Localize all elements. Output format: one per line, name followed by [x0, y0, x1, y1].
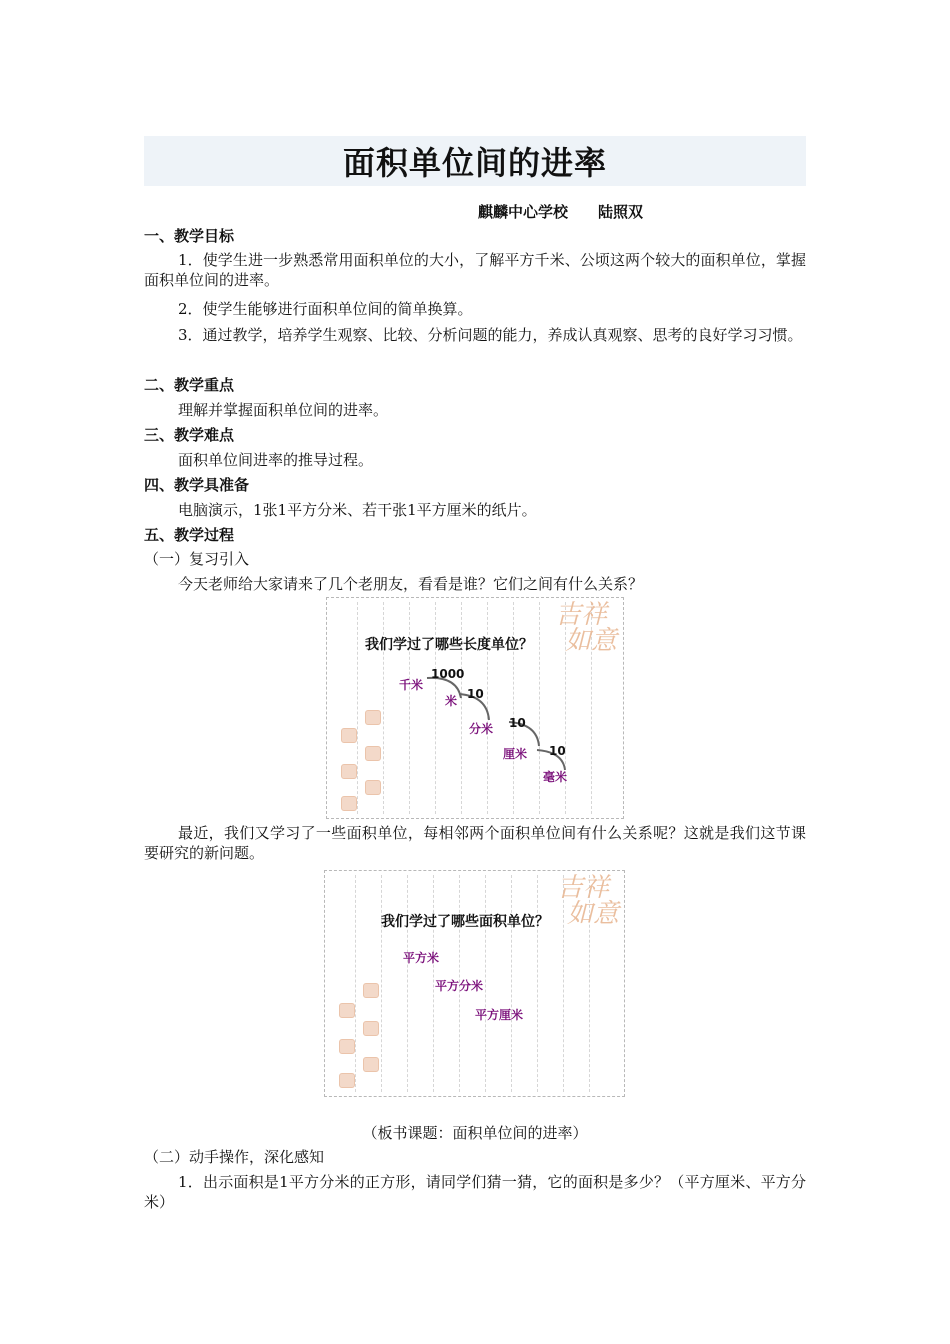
decor-stamp: [363, 1021, 379, 1036]
objective-2: 2．使学生能够进行面积单位间的简单换算。: [178, 300, 473, 318]
unit-sq-dm: 平方分米: [435, 979, 484, 993]
heading-objectives: 一、教学目标: [144, 227, 235, 245]
connector-arrows: [327, 598, 623, 818]
unit-m: 米: [445, 694, 458, 708]
subsection-review: （一）复习引入: [144, 550, 250, 568]
rate-cm-mm: 10: [549, 744, 566, 758]
title-banner: [144, 136, 806, 186]
author-line: 麒麟中心学校 陆照双: [478, 203, 644, 221]
review-text: 今天老师给大家请来了几个老朋友，看看是谁？它们之间有什么关系？: [178, 575, 644, 593]
difficulty-text: 面积单位间进率的推导过程。: [178, 451, 374, 469]
unit-km: 千米: [399, 678, 424, 692]
unit-cm: 厘米: [503, 747, 528, 761]
objective-1: 1．使学生进一步熟悉常用面积单位的大小，了解平方千米、公顷这两个较大的面积单位，掌握面积单位间的进率。: [144, 251, 806, 289]
decor-stamp: [339, 1003, 355, 1018]
unit-sq-cm: 平方厘米: [475, 1008, 524, 1022]
decor-logo-2: 如意: [567, 899, 620, 929]
rate-km-m: 1000: [431, 667, 465, 681]
decor-stamp: [363, 983, 379, 998]
rate-dm-cm: 10: [509, 716, 526, 730]
heading-materials: 四、教学具准备: [144, 476, 250, 494]
heading-keypoint: 二、教学重点: [144, 376, 235, 394]
blackboard-caption: （板书课题：面积单位间的进率）: [362, 1124, 588, 1142]
decor-logo: 吉祥: [557, 873, 610, 903]
heading-process: 五、教学过程: [144, 526, 235, 544]
unit-dm: 分米: [469, 722, 494, 736]
decor-logo-2: 如意: [565, 626, 618, 656]
slide1-question: 我们学过了哪些长度单位？: [365, 637, 533, 653]
unit-mm: 毫米: [543, 770, 568, 784]
intro-area-units: 最近，我们又学习了一些面积单位，每相邻两个面积单位间有什么关系呢？这就是我们这节课要研究的新问题。: [144, 824, 806, 862]
subsection-hands-on: （二）动手操作，深化感知: [144, 1148, 325, 1166]
slide-area-units: [324, 870, 625, 1097]
slide2-question: 我们学过了哪些面积单位？: [381, 914, 549, 930]
heading-difficulty: 三、教学难点: [144, 426, 235, 444]
rate-m-dm: 10: [467, 687, 484, 701]
keypoint-text: 理解并掌握面积单位间的进率。: [178, 401, 389, 419]
hands-on-text: 1．出示面积是1平方分米的正方形，请同学们猜一猜，它的面积是多少？（平方厘米、平方分米）: [144, 1173, 806, 1211]
decor-stamp: [339, 1039, 355, 1054]
decor-stamp: [339, 1073, 355, 1088]
unit-sq-m: 平方米: [403, 951, 440, 965]
slide-length-units: [326, 597, 624, 819]
document-title: 面积单位间的进率: [342, 144, 607, 182]
decor-logo: 吉祥: [555, 600, 608, 630]
objective-3: 3．通过教学，培养学生观察、比较、分析问题的能力，养成认真观察、思考的良好学习习惯。: [178, 326, 803, 344]
materials-text: 电脑演示，1张1平方分米、若干张1平方厘米的纸片。: [178, 501, 537, 519]
decor-stamp: [363, 1057, 379, 1072]
